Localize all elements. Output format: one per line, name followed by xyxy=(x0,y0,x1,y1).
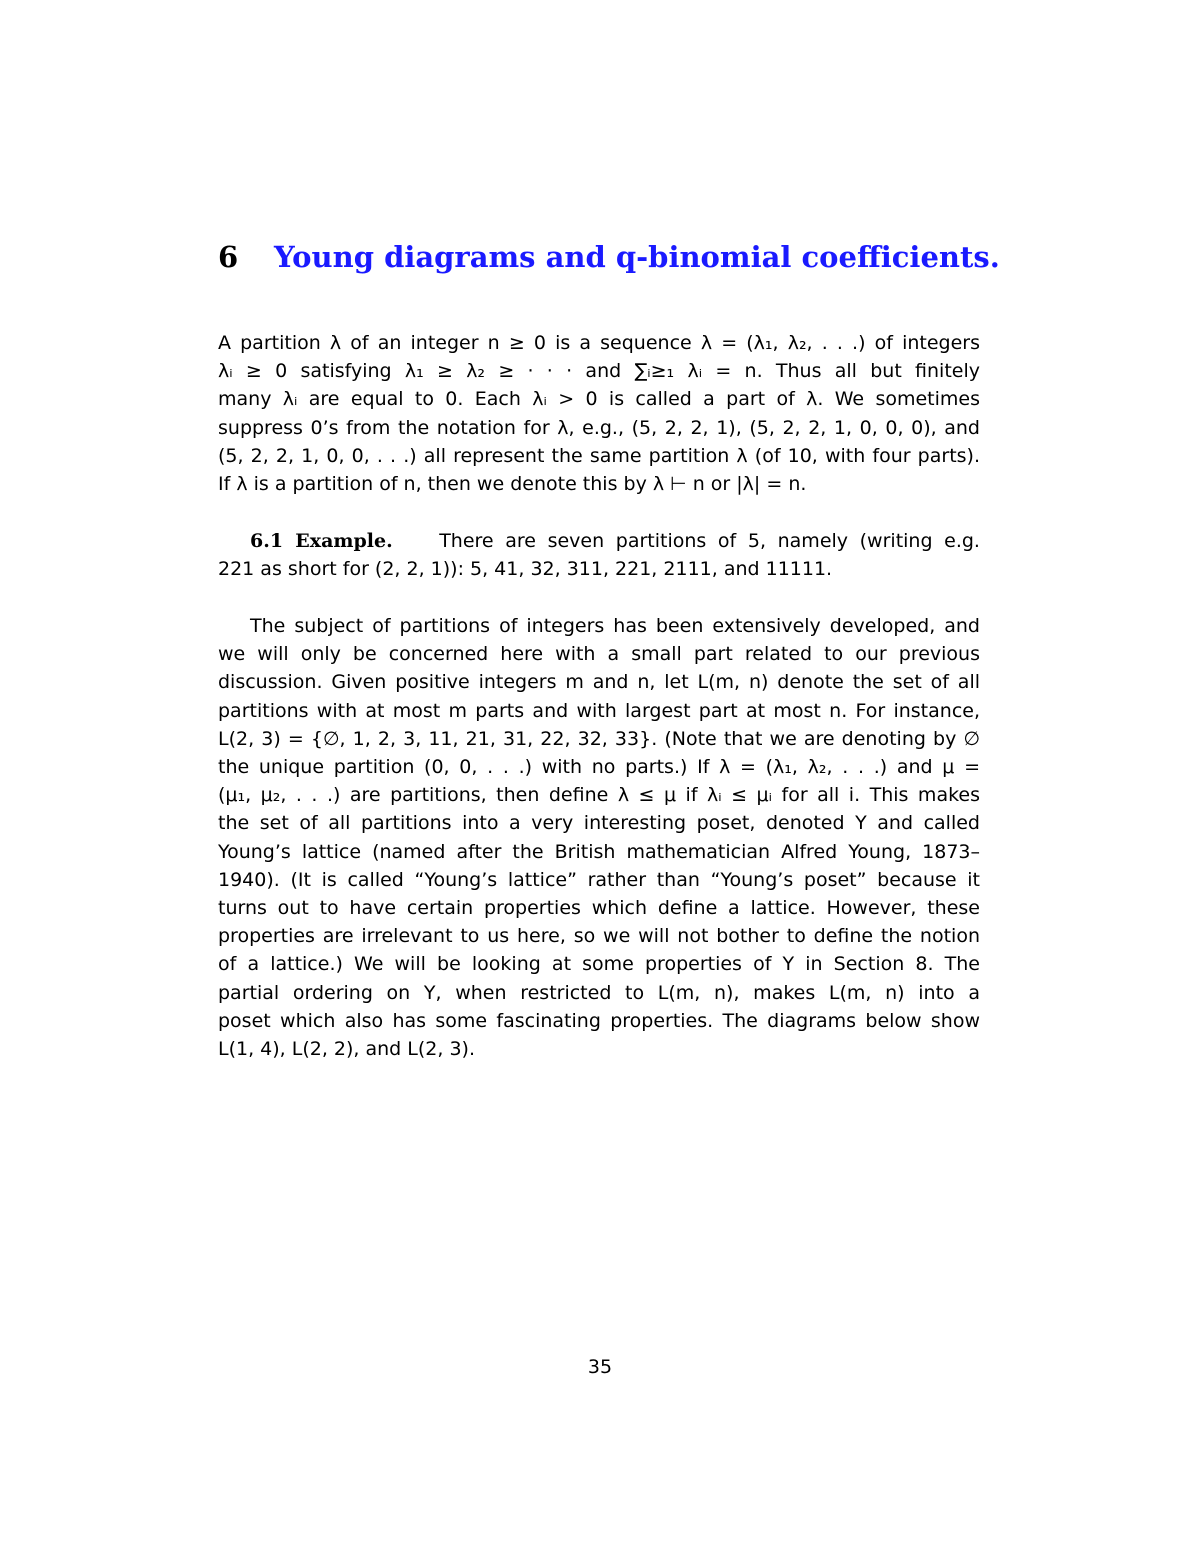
text-line: (μ₁, μ₂, . . .) are partitions, then define λ ≤ μ if λᵢ ≤ μᵢ for all i. This makes xyxy=(218,784,980,807)
definition-paragraph xyxy=(218,329,980,498)
text-line: The subject of partitions of integers has been extensively developed, and xyxy=(250,615,980,637)
text-line: the unique partition (0, 0, . . .) with no parts.) If λ = (λ₁, λ₂, . . .) and μ = xyxy=(218,756,980,779)
text-line: discussion. Given positive integers m and n, let L(m, n) denote the set of all xyxy=(218,671,980,694)
example-label: 6.1 Example. xyxy=(250,530,393,552)
text-line: many λᵢ are equal to 0. Each λᵢ > 0 is called a part of λ. We sometimes xyxy=(218,388,980,411)
page-number: 35 xyxy=(587,1356,613,1378)
text-line: L(2, 3) = {∅, 1, 2, 3, 11, 21, 31, 22, 32, 33}. (Note that we are denoting by ∅ xyxy=(218,727,980,750)
text-line: poset which also has some fascinating properties. The diagrams below show xyxy=(218,1009,980,1032)
section-title: Young diagrams and q-binomial coefficients. xyxy=(274,240,1000,274)
text-line: λᵢ ≥ 0 satisfying λ₁ ≥ λ₂ ≥ · · · and ∑ᵢ≥₁ λᵢ = n. Thus all but finitely xyxy=(218,360,980,383)
text-line: suppress 0’s from the notation for λ, e.g., (5, 2, 2, 1), (5, 2, 2, 1, 0, 0, 0), and xyxy=(218,416,980,439)
discussion-paragraph xyxy=(218,612,980,1063)
text-line: A partition λ of an integer n ≥ 0 is a sequence λ = (λ₁, λ₂, . . .) of integers xyxy=(218,332,980,354)
text-line: 221 as short for (2, 2, 1)): 5, 41, 32, 311, 221, 2111, and 11111. xyxy=(218,558,833,581)
text-line: turns out to have certain properties which define a lattice. However, these xyxy=(218,897,980,920)
text-line: L(1, 4), L(2, 2), and L(2, 3). xyxy=(218,1038,475,1061)
text-line: Young’s lattice (named after the British mathematician Alfred Young, 1873– xyxy=(218,840,980,863)
text-line: partial ordering on Y, when restricted to L(m, n), makes L(m, n) into a xyxy=(218,981,980,1004)
section-number: 6 xyxy=(218,240,239,274)
text-line: properties are irrelevant to us here, so we will not bother to define the notion xyxy=(218,925,980,948)
example-first-line xyxy=(218,527,980,555)
text-line: There are seven partitions of 5, namely (writing e.g. xyxy=(439,530,980,552)
text-line: If λ is a partition of n, then we denote this by λ ⊢ n or |λ| = n. xyxy=(218,473,807,496)
text-line: of a lattice.) We will be looking at some properties of Y in Section 8. The xyxy=(218,953,980,976)
text-line: (5, 2, 2, 1, 0, 0, . . .) all represent the same partition λ (of 10, with four parts). xyxy=(218,444,980,467)
text-line: 1940). (It is called “Young’s lattice” rather than “Young’s poset” because it xyxy=(218,868,980,891)
text-line: we will only be concerned here with a small part related to our previous xyxy=(218,643,980,666)
example-paragraph xyxy=(218,527,980,583)
text-line: the set of all partitions into a very interesting poset, denoted Y and called xyxy=(218,812,980,835)
section-heading xyxy=(218,240,1018,274)
text-line: partitions with at most m parts and with largest part at most n. For instance, xyxy=(218,699,980,722)
